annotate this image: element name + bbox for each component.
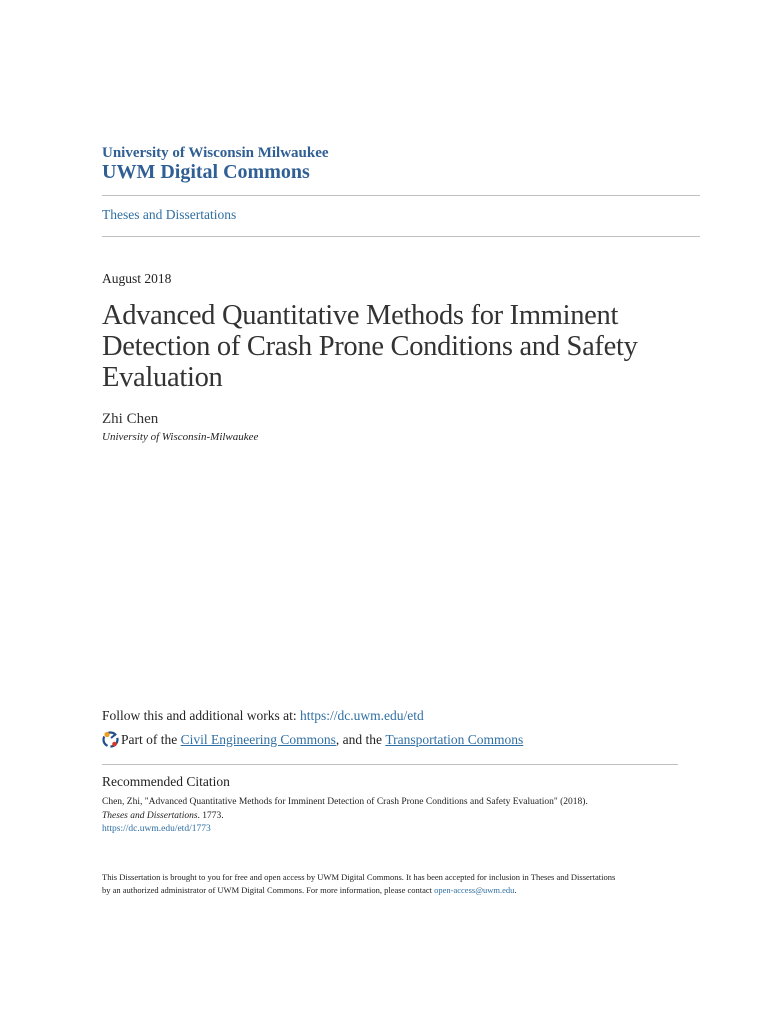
citation-number: . 1773. — [197, 810, 224, 821]
contact-email-link[interactable]: open-access@uwm.edu — [434, 885, 515, 895]
series-link[interactable]: Theses and Dissertations — [102, 207, 237, 222]
institution-name[interactable]: University of Wisconsin Milwaukee — [102, 145, 329, 161]
citation-series: Theses and Dissertations — [102, 810, 198, 821]
civil-engineering-commons-link[interactable]: Civil Engineering Commons — [180, 731, 336, 747]
divider — [102, 236, 700, 237]
follow-line — [102, 708, 424, 724]
footer-line-1: This Dissertation is brought to you for free and open access by UWM Digital Commons. It has been accepted for inclusion in Theses and Dissertations — [102, 872, 616, 882]
divider — [102, 195, 700, 196]
divider — [102, 764, 678, 765]
publication-date: August 2018 — [102, 271, 172, 286]
author-name: Zhi Chen — [102, 411, 159, 427]
follow-prefix: Follow this and additional works at: — [102, 708, 300, 723]
citation-body — [102, 796, 682, 837]
citation-heading: Recommended Citation — [102, 774, 230, 789]
citation-text: Chen, Zhi, "Advanced Quantitative Methods for Imminent Detection of Crash Prone Conditions and Safety Evaluation" (2018). — [102, 797, 588, 807]
footer-line-2-prefix: by an authorized administrator of UWM Digital Commons. For more information, please contact — [102, 885, 435, 895]
citation-url[interactable]: https://dc.uwm.edu/etd/1773 — [102, 824, 211, 834]
part-of-middle: , and the — [335, 731, 382, 747]
repository-name[interactable]: UWM Digital Commons — [102, 161, 310, 183]
footer-notice — [102, 871, 682, 897]
footer-line-2 — [102, 884, 682, 897]
part-of-prefix: Part of the — [121, 731, 178, 747]
part-of-line — [102, 731, 523, 748]
paper-title: Advanced Quantitative Methods for Imminent Detection of Crash Prone Conditions and Safety Evaluation — [102, 300, 638, 393]
citation-series-line — [102, 810, 682, 824]
transportation-commons-link[interactable]: Transportation Commons — [385, 731, 524, 747]
footer-line-2-suffix: . — [514, 885, 517, 895]
bepress-commons-logo-icon — [102, 731, 119, 748]
author-affiliation: University of Wisconsin-Milwaukee — [102, 431, 259, 443]
etd-link[interactable]: https://dc.uwm.edu/etd — [300, 708, 424, 723]
